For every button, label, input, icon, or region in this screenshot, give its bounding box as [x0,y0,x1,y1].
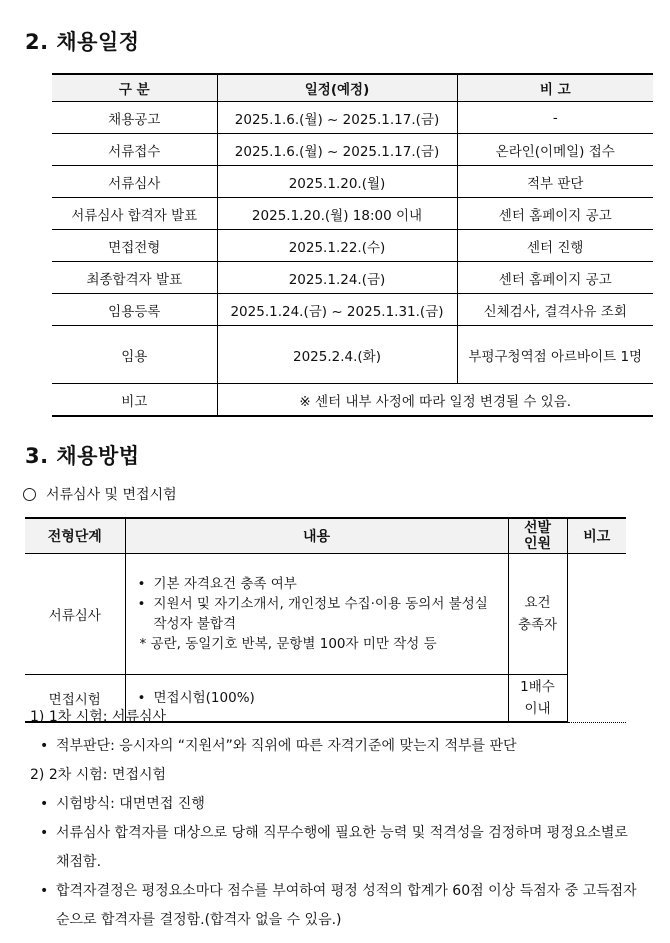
selected-line2: 충족자 [517,617,558,633]
list-item: • 기본 자격요건 충족 여부 [132,574,502,594]
header-note: 비 고 [457,74,653,102]
table-row [52,102,653,134]
table-row [25,554,626,675]
content-note: * 공란, 동일기호 반복, 문항별 100자 미만 작성 등 [139,636,437,652]
list-item: • 시험방식: 대면면접 진행 [30,790,640,819]
footer-label: 비고 [52,384,217,417]
row-note: - [457,102,653,134]
list-item: • 서류심사 합격자를 대상으로 당해 직무수행에 필요한 능력 및 적격성을 검정하며 평정요소별로 채점함. [30,819,640,877]
table-row [52,262,653,294]
section3-title: 3. 채용방법 [25,444,140,468]
table-row [52,198,653,230]
header-selected-line1: 선발 [523,520,552,536]
row-note: 신체검사, 결격사유 조회 [457,294,653,326]
row-category: 임용 [52,326,217,384]
method-header-row [25,518,626,554]
row-note: 센터 홈페이지 공고 [457,262,653,294]
section2-title: 2. 채용일정 [25,30,140,54]
header-category: 구 분 [52,74,217,102]
row-category: 서류심사 합격자 발표 [52,198,217,230]
row-schedule: 2025.1.6.(월) ~ 2025.1.17.(금) [217,134,457,166]
table-row [52,166,653,198]
row-note: 온라인(이메일) 접수 [457,134,653,166]
table-row [52,230,653,262]
method-table [25,517,626,723]
list-item: • 지원서 및 자기소개서, 개인정보 수집·이용 동의서 불성실 작성자 불합격 [132,594,502,634]
row-schedule: 2025.1.24.(금) [217,262,457,294]
method-subtitle [23,484,177,504]
selected-line2: 이내 [524,701,551,717]
row-category: 최종합격자 발표 [52,262,217,294]
header-content: 내용 [125,518,508,554]
selected-document [508,554,567,675]
table-row [52,326,653,384]
table-footer-row [52,384,653,417]
circle-icon [23,488,36,501]
row-schedule: 2025.2.4.(화) [217,326,457,384]
stage-interview: 면접시험 [25,675,125,723]
selected-line1: 1배수 [520,679,555,695]
second-exam-heading: 2) 2차 시험: 면접시험 [30,767,167,783]
row-note: 적부 판단 [457,166,653,198]
row-schedule: 2025.1.22.(수) [217,230,457,262]
content-document [125,554,508,675]
row-category: 서류심사 [52,166,217,198]
exam-list [30,703,640,935]
schedule-table [52,73,653,417]
row-schedule: 2025.1.24.(금) ~ 2025.1.31.(금) [217,294,457,326]
row-schedule: 2025.1.6.(월) ~ 2025.1.17.(금) [217,102,457,134]
row-schedule: 2025.1.20.(월) 18:00 이내 [217,198,457,230]
selected-line1: 요건 [524,595,551,611]
header-selected-line2: 인원 [523,536,552,552]
schedule-header-row [52,74,653,102]
header-remark: 비고 [567,518,626,554]
list-item: • 면접시험(100%) [132,688,502,708]
method-subtitle-text: 서류심사 및 면접시험 [46,487,177,503]
row-schedule: 2025.1.20.(월) [217,166,457,198]
footer-text: ※ 센터 내부 사정에 따라 일정 변경될 수 있음. [217,384,653,417]
row-category: 채용공고 [52,102,217,134]
row-note: 센터 홈페이지 공고 [457,198,653,230]
row-note: 부평구청역점 아르바이트 1명 [457,326,653,384]
row-category: 임용등록 [52,294,217,326]
row-note: 센터 진행 [457,230,653,262]
first-exam-heading: 1) 1차 시험: 서류심사 [30,709,167,725]
header-schedule: 일정(예정) [217,74,457,102]
stage-document: 서류심사 [25,554,125,675]
list-item: • 합격자결정은 평정요소마다 점수를 부여하여 평정 성적의 합계가 60점 이상 득점자 중 고득점자 순으로 합격자를 결정함.(합격자 없을 수 있음.) [30,877,640,935]
list-item: • 적부판단: 응시자의 “지원서”와 직위에 따른 자격기준에 맞는지 적부를 판단 [30,732,640,761]
header-stage: 전형단계 [25,518,125,554]
row-category: 서류접수 [52,134,217,166]
row-category: 면접전형 [52,230,217,262]
table-row [52,294,653,326]
header-selected [508,518,567,554]
table-row [52,134,653,166]
remark-cell [567,554,626,723]
